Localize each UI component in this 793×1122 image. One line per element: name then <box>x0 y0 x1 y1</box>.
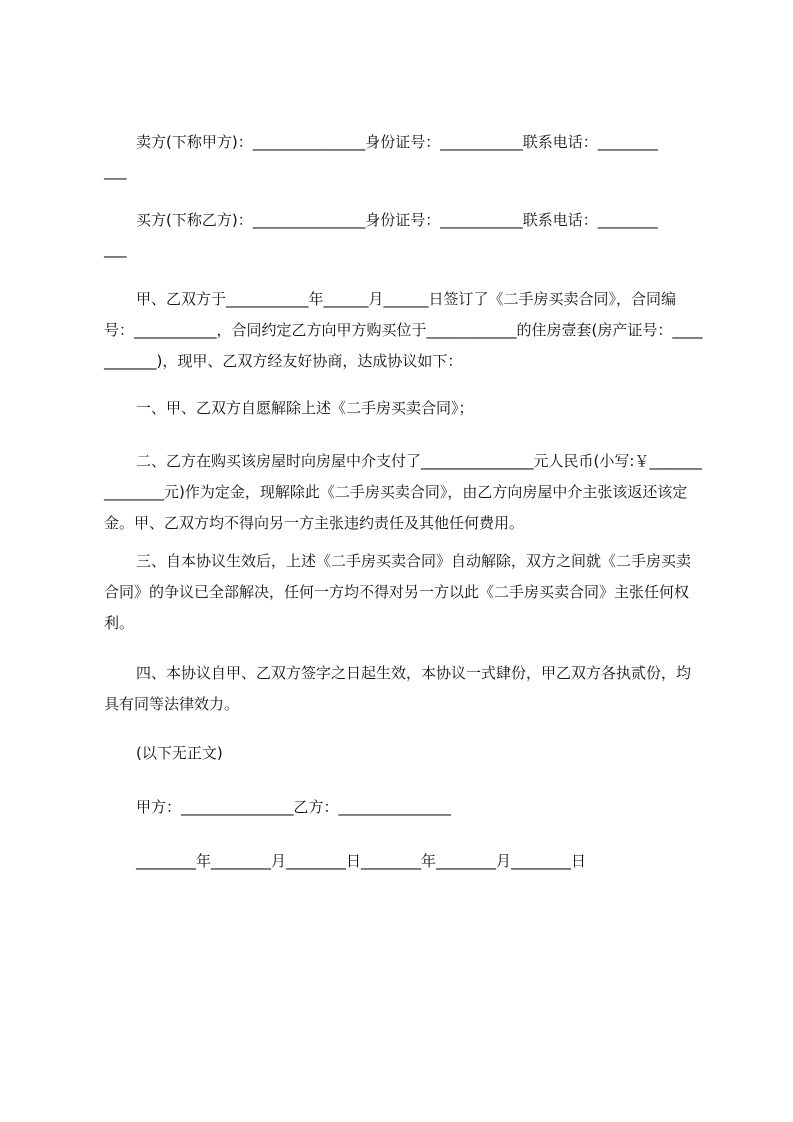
clause-4: 四、本协议自甲、乙双方签字之日起生效，本协议一式肆份，甲乙双方各执贰份，均具有同等法律效力。 <box>104 664 692 713</box>
clause-2: 二、乙方在购买该房屋时向房屋中介支付了_______________元人民币(小写:￥_______________元)作为定金，现解除此《二手房买卖合同》，由乙方向房屋中介主张该返还该定金。甲、乙双方均不得向另一方主张违约责任及其他任何费用。 <box>104 452 702 532</box>
clause-3: 三、自本协议生效后，上述《二手房买卖合同》自动解除，双方之间就《二手房买卖合同》的争议已全部解决，任何一方均不得对另一方以此《二手房买卖合同》主张任何权利。 <box>104 552 692 632</box>
clause-1: 一、甲、乙双方自愿解除上述《二手房买卖合同》； <box>136 399 474 417</box>
no-text-below-note: (以下无正文) <box>136 744 223 762</box>
intro-paragraph: 甲、乙双方于___________年______月______日签订了《二手房买卖合同》，合同编号：___________，合同约定乙方向甲方购买位于____________的住房壹套(房产证号：___________)，现甲、乙双方经友好协商，达成协议如下： <box>104 290 703 370</box>
signature-line: 甲方：_______________乙方：_______________ <box>136 798 452 816</box>
seller-line-continued: ___ <box>104 162 127 180</box>
buyer-line-continued: ___ <box>104 240 127 258</box>
seller-line: 卖方(下称甲方)：_______________身份证号：___________联系电话：________ <box>136 133 658 151</box>
buyer-line: 买方(下称乙方)：_______________身份证号：___________联系电话：________ <box>136 211 658 229</box>
date-line: ________年________月________日________年________月________日 <box>136 852 587 870</box>
